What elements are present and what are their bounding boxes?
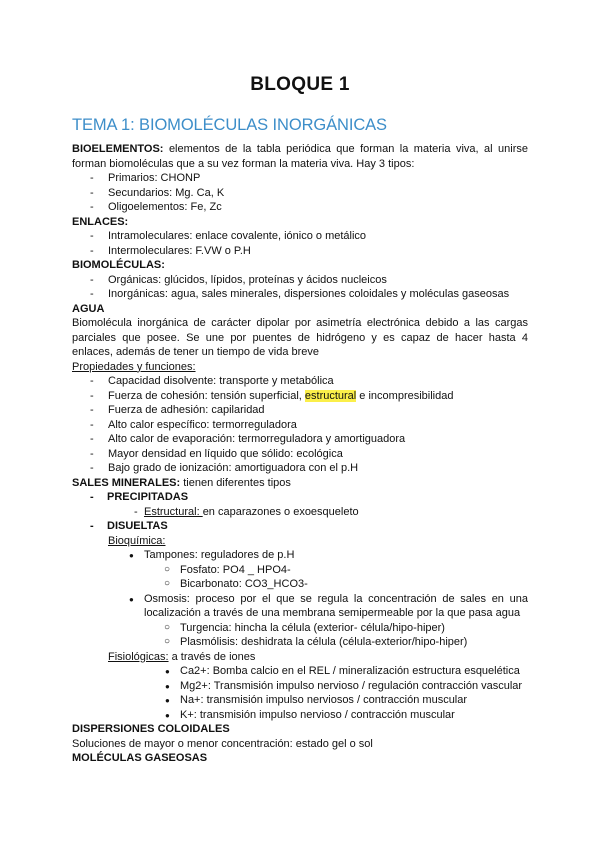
propiedades-heading: Propiedades y funciones:: [72, 360, 196, 373]
list-item: - Bajo grado de ionización: amortiguadora con el p.H: [90, 462, 359, 474]
dash-bullet-icon: -: [134, 505, 138, 518]
dash-bullet-icon: -: [90, 201, 94, 213]
list-item: ● Ca2+: Bomba calcio en el REL / mineralización estructura esquelética: [72, 664, 528, 679]
highlighted-text: estructural: [304, 389, 357, 402]
circle-bullet-icon: ○: [164, 578, 171, 589]
list-item: - Secundarios: Mg. Ca, K: [90, 186, 225, 199]
dash-bullet-icon: -: [90, 375, 94, 387]
precipitadas-heading: PRECIPITADAS: [107, 491, 189, 503]
bullet-icon: ●: [165, 696, 170, 705]
dash-bullet-icon: -: [90, 273, 94, 286]
list-item: - Alto calor de evaporación: termorreguladora y amortiguadora: [90, 433, 406, 445]
sales-label: SALES MINERALES:: [72, 476, 181, 489]
list-item: - Intramoleculares: enlace covalente, iónico o metálico: [90, 230, 367, 242]
dash-bullet-icon: -: [90, 244, 94, 257]
agua-line-1: Biomolécula inorgánica de carácter dipolar por asimetría electrónica debido a las cargas: [72, 317, 528, 329]
dash-bullet-icon: -: [90, 389, 94, 402]
agua-line-2: parciales que posee. Se une por puentes de hidrógeno y es capaz de hacer hasta 4: [72, 331, 528, 344]
document-body: [72, 142, 528, 766]
bullet-icon: ●: [129, 594, 134, 604]
dash-bullet-icon: -: [90, 433, 94, 445]
bioelementos-text: elementos de la tabla periódica que forman la materia viva, al unirse forman biomoléculas que a su vez forman la materia viva. Hay 3 tipos:: [72, 143, 528, 170]
dash-bullet-icon: -: [90, 418, 94, 431]
bioelementos-label: BIOELEMENTOS:: [72, 143, 164, 155]
bullet-icon: ●: [129, 551, 134, 560]
dash-bullet-icon: -: [90, 404, 94, 416]
dash-bullet-icon: -: [90, 491, 94, 503]
dash-bullet-icon: -: [90, 462, 94, 474]
list-item: - Primarios: CHONP: [90, 172, 201, 184]
document-page: [72, 0, 528, 848]
bullet-icon: ●: [165, 681, 170, 691]
page-title: BLOQUE 1: [250, 74, 350, 95]
agua-line-3: enlaces, además de tener un tiempo de vida breve: [72, 346, 320, 358]
agua-heading: AGUA: [72, 302, 105, 315]
list-item: - Fuerza de adhesión: capilaridad: [90, 404, 265, 416]
list-item: [72, 490, 528, 505]
section-heading: TEMA 1: BIOMOLÉCULAS INORGÁNICAS: [72, 116, 387, 134]
list-item: ● Osmosis: proceso por el que se regula la concentración de sales en una: [72, 592, 528, 607]
list-item: ● Na+: transmisión impulso nerviosos / contracción muscular: [72, 693, 528, 708]
list-item: - Alto calor específico: termorreguladora: [90, 418, 297, 431]
list-item: - Oligoelementos: Fe, Zc: [90, 201, 222, 213]
dash-bullet-icon: -: [90, 447, 94, 460]
list-item: - Intermoleculares: F.VW o P.H: [90, 244, 251, 257]
list-item: - Fuerza de cohesión: tensión superficial, estructural e incompresibilidad: [90, 389, 454, 402]
bullet-icon: ●: [165, 667, 170, 676]
list-item-continuation: localización a través de una membrana semipermeable por la que pasa agua: [144, 607, 521, 619]
circle-bullet-icon: ○: [164, 621, 171, 633]
biomoleculas-heading: BIOMOLÉCULAS:: [72, 259, 165, 271]
list-item: ○ Plasmólisis: deshidrata la célula (célula-exterior/hipo-hiper): [164, 636, 468, 648]
gaseosas-heading: MOLÉCULAS GASEOSAS: [72, 752, 208, 764]
list-item: - Orgánicas: glúcidos, lípidos, proteínas y ácidos nucleicos: [90, 273, 387, 286]
list-item: ● Mg2+: Transmisión impulso nervioso / regulación contracción vascular: [72, 679, 528, 694]
list-item: ○ Bicarbonato: CO3_HCO3-: [164, 578, 308, 590]
list-item: - Inorgánicas: agua, sales minerales, dispersiones coloidales y moléculas gaseosas: [90, 288, 510, 300]
fisiologicas-heading: Fisiológicas: a través de iones: [108, 650, 256, 663]
dash-bullet-icon: -: [90, 520, 94, 532]
bioquimica-heading: Bioquímica:: [108, 534, 166, 547]
list-item: - Estructural: en caparazones o exoesqueleto: [134, 505, 359, 518]
circle-bullet-icon: ○: [164, 563, 171, 575]
dash-bullet-icon: -: [90, 288, 94, 300]
list-item: [72, 519, 528, 534]
list-item: ○ Fosfato: PO4 _ HPO4-: [164, 563, 291, 576]
dash-bullet-icon: -: [90, 186, 94, 199]
circle-bullet-icon: ○: [164, 636, 171, 647]
disueltas-heading: DISUELTAS: [107, 520, 168, 532]
dash-bullet-icon: -: [90, 172, 94, 184]
bioelementos-paragraph: [72, 142, 528, 171]
dispersiones-text: Soluciones de mayor o menor concentración: estado gel o sol: [72, 737, 373, 750]
list-item: ● Tampones: reguladores de p.H: [72, 548, 528, 563]
estructural-label: Estructural:: [144, 505, 203, 518]
dash-bullet-icon: -: [90, 230, 94, 242]
bullet-icon: ●: [165, 710, 170, 720]
list-item: ○ Turgencia: hincha la célula (exterior- célula/hipo-hiper): [164, 621, 445, 634]
list-item: ● K+: transmisión impulso nervioso / contracción muscular: [72, 708, 528, 723]
dispersiones-heading: DISPERSIONES COLOIDALES: [72, 723, 230, 735]
list-item: - Mayor densidad en líquido que sólido: ecológica: [90, 447, 343, 460]
enlaces-heading: ENLACES:: [72, 215, 129, 228]
sales-paragraph: SALES MINERALES: tienen diferentes tipos: [72, 476, 291, 489]
list-item: - Capacidad disolvente: transporte y metabólica: [90, 375, 334, 387]
